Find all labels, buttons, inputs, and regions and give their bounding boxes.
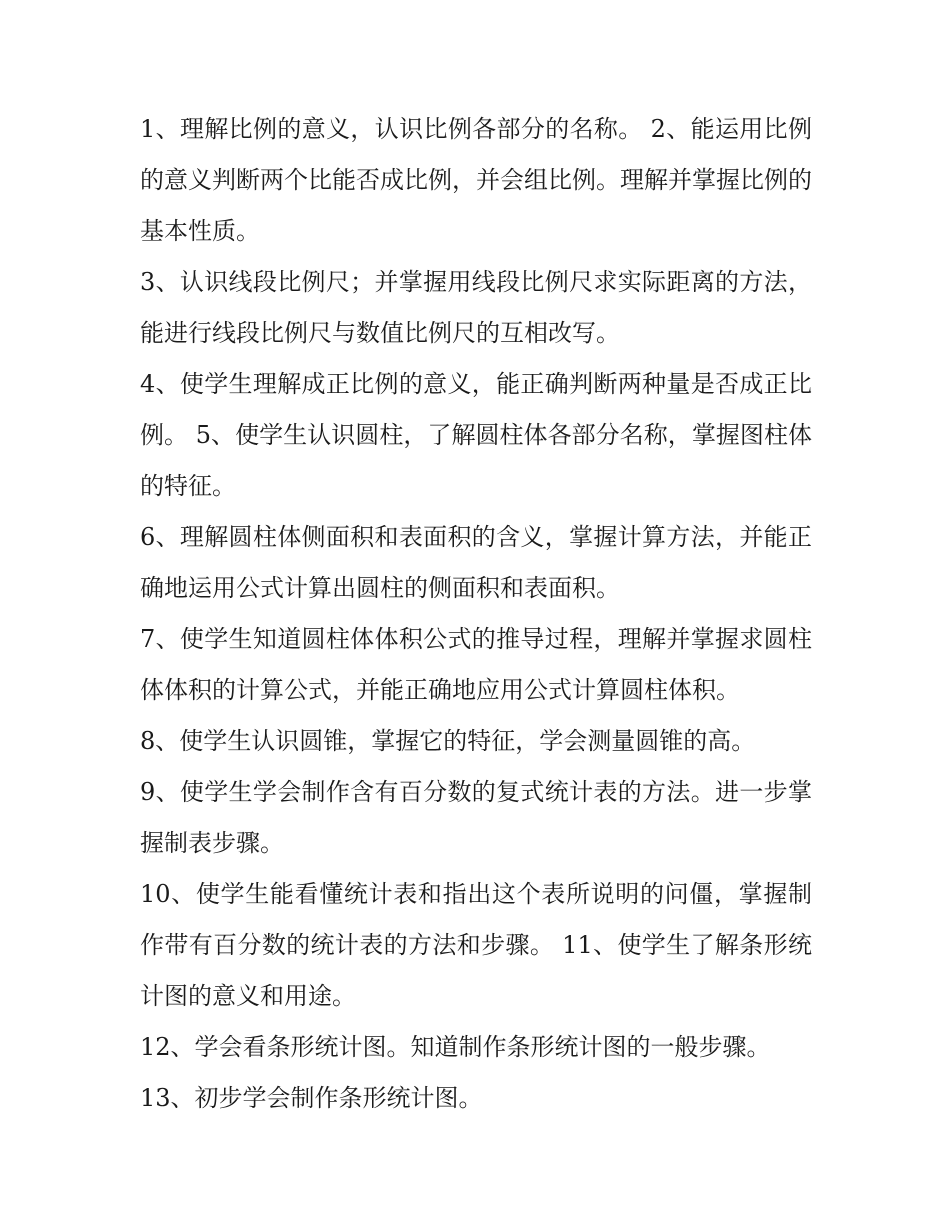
document-body [140,104,812,1124]
paragraph-8: 10、使学生能看懂统计表和指出这个表所说明的问僵，掌握制作带有百分数的统计表的方法和步骤。 11、使学生了解条形统计图的意义和用途。 [140,880,812,1010]
paragraph-9: 12、学会看条形统计图。知道制作条形统计图的一般步骤。 [140,1033,771,1061]
paragraph-1: 1、理解比例的意义，认识比例各部分的名称。 2、能运用比例的意义判断两个比能否成比例，并会组比例。理解并掌握比例的基本性质。 [140,115,812,245]
paragraph-10: 13、初步学会制作条形统计图。 [140,1084,483,1112]
paragraph-6: 8、使学生认识圆锥，掌握它的特征，学会测量圆锥的高。 [140,727,756,755]
paragraph-4: 6、理解圆柱体侧面积和表面积的含义，掌握计算方法，并能正确地运用公式计算出圆柱的侧面积和表面积。 [140,523,812,602]
paragraph-5: 7、使学生知道圆柱体体积公式的推导过程，理解并掌握求圆柱体体积的计算公式，并能正确地应用公式计算圆柱体积。 [140,625,812,704]
paragraph-2: 3、认识线段比例尺；并掌握用线段比例尺求实际距离的方法，能进行线段比例尺与数值比例尺的互相改写。 [140,268,812,347]
paragraph-7: 9、使学生学会制作含有百分数的复式统计表的方法。进一步掌握制表步骤。 [140,778,812,857]
paragraph-3: 4、使学生理解成正比例的意义，能正确判断两种量是否成正比例。 5、使学生认识圆柱，了解圆柱体各部分名称，掌握图柱体的特征。 [140,370,812,500]
